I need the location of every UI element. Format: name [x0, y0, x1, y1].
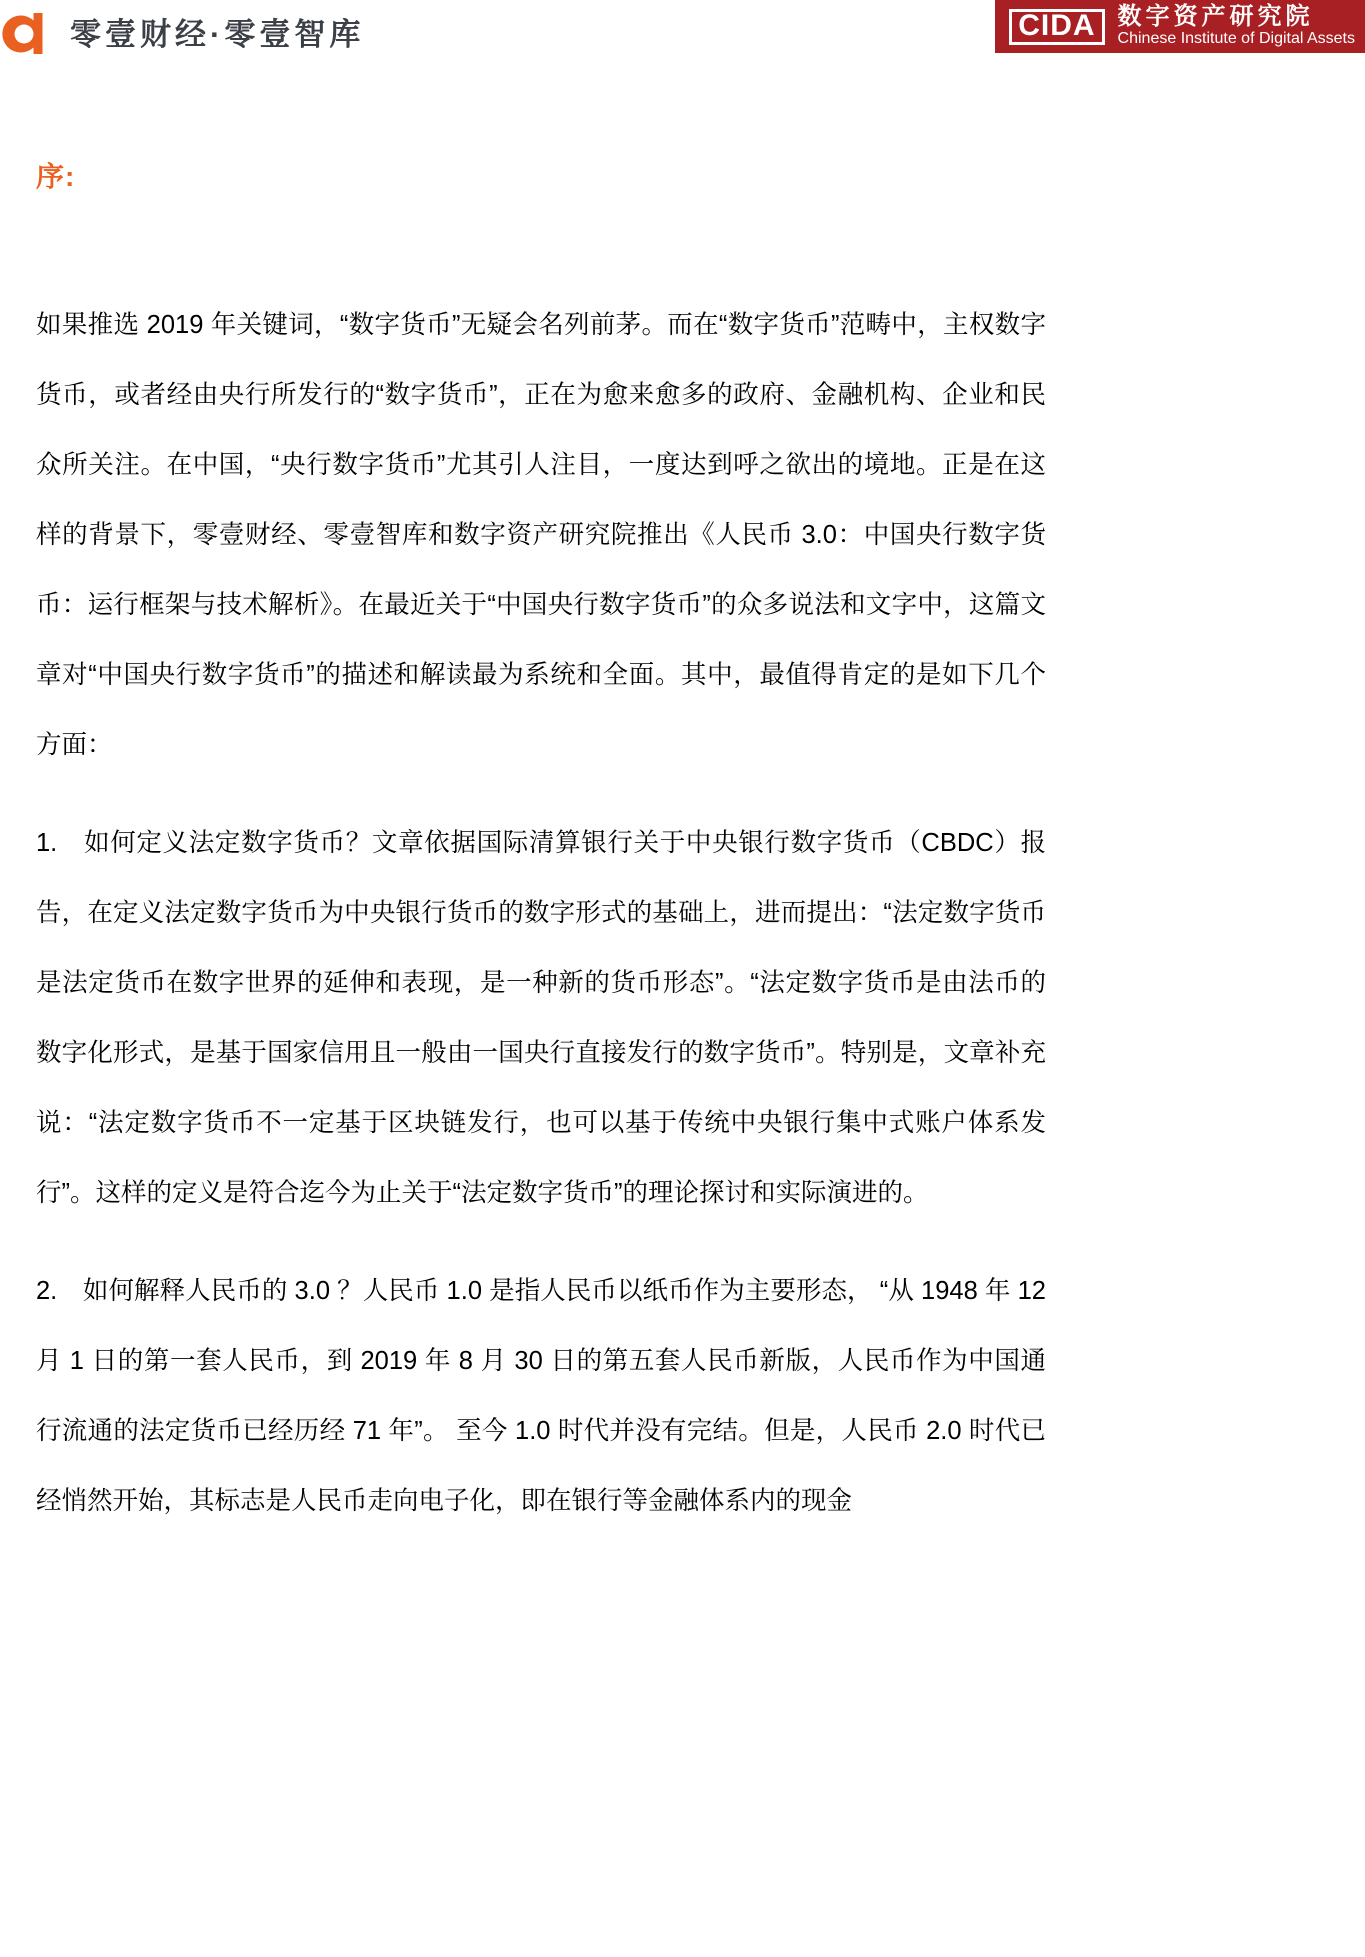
paragraph-point-2: 2. 如何解释人民币的 3.0 ？人民币 1.0 是指人民币以纸币作为主要形态， “从 1948 年 12 月 1 日的第一套人民币，到 2019 年 8 月 30 日的第五套人民币新版，人民币作为中国通行流通的法定货币已经历经 71 年”。 至今 1.0 时代并没有完结。但是，人民币 2.0 时代已经悄然开始，其标志是人民币走向电子化，即在银行等金融体系内的现金: [36, 1276, 1046, 1515]
brand-name-label: 零壹财经·零壹智库: [70, 16, 365, 52]
brand-left: [0, 4, 364, 64]
cida-logo-badge: [995, 0, 1365, 53]
cida-name-block: [1118, 4, 1355, 48]
paragraph-intro: 如果推选 2019 年关键词，“数字货币”无疑会名列前茅。而在“数字货币”范畴中，主权数字货币，或者经由央行所发行的“数字货币”，正在为愈来愈多的政府、金融机构、企业和民众所关注。在中国，“央行数字货币”尤其引人注目，一度达到呼之欲出的境地。正是在这样的背景下，零壹财经、零壹智库和数字资产研究院推出《人民币 3.0：中国央行数字货币：运行框架与技术解析》。在最近关于“中国央行数字货币”的众多说法和文字中，这篇文章对“中国央行数字货币”的描述和解读最为系统和全面。其中，最值得肯定的是如下几个方面：: [36, 310, 1046, 759]
section-heading-preface: 序:: [36, 161, 76, 192]
document-body: [36, 68, 1046, 1536]
paragraph-point-1: 1. 如何定义法定数字货币？文章依据国际清算银行关于中央银行数字货币（CBDC）报告，在定义法定数字货币为中央银行货币的数字形式的基础上，进而提出：“法定数字货币是法定货币在数字世界的延伸和表现，是一种新的货币形态”。“法定数字货币是由法币的数字化形式，是基于国家信用且一般由一国央行直接发行的数字货币”。特别是，文章补充说：“法定数字货币不一定基于区块链发行，也可以基于传统中央银行集中式账户体系发行”。这样的定义是符合迄今为止关于“法定数字货币”的理论探讨和实际演进的。: [36, 828, 1046, 1207]
alpha-logo-icon: [2, 7, 56, 61]
cida-acronym-label: CIDA: [1018, 9, 1096, 42]
cida-english-name: Chinese Institute of Digital Assets: [1117, 30, 1355, 48]
page-header: [0, 0, 1365, 68]
cida-acronym-box: [1009, 9, 1104, 45]
cida-chinese-name: 数字资产研究院: [1117, 3, 1314, 31]
